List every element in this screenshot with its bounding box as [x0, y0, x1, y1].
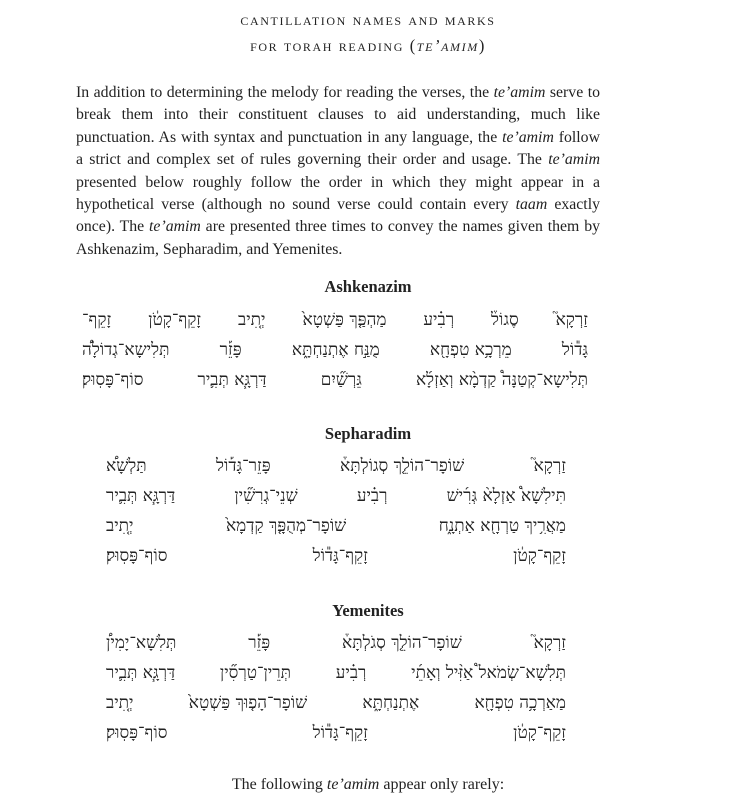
intro-italic: te’amim: [149, 218, 201, 236]
teamim-name: תְּרֵין־טַרְסִ֞ין: [219, 663, 291, 683]
intro-text: exactly once). The: [76, 196, 600, 236]
hebrew-line: [82, 365, 588, 395]
intro-text: presented below roughly follow the order in which they might appear in a hypothetical verse (although no sound verse could contain every: [76, 173, 600, 214]
hebrew-line: [82, 335, 588, 365]
page-title-line-1: cantillation names and marks: [240, 10, 496, 29]
intro-italic: te’amim: [493, 84, 546, 101]
title-suffix: ): [478, 36, 486, 55]
teamim-name: זָקֵף־גָּד֕וֹל: [312, 546, 368, 566]
intro-text: In addition to determining the melody for reading the verses, the: [76, 84, 494, 101]
teamim-name: זָקֵף־קָטֹ֔ן: [513, 723, 566, 743]
teamim-name: סֶגוֹל֒: [491, 310, 519, 330]
teamim-name: זָקֵף־קָטֹ֔ן: [513, 546, 566, 566]
footer-suffix: appear only rarely:: [379, 776, 505, 793]
teamim-name: זַרְקָא֮: [533, 456, 566, 476]
teamim-name: תְּלִשָׁא־יָמִין֠: [106, 633, 177, 653]
teamim-name: זָקֵף־: [82, 310, 112, 330]
teamim-name: מֻנַּ֣ח אֶתְנַחְתָּ֑א: [291, 340, 380, 360]
intro-text: follow a strict and complex set of rules governing their order and usage. The: [76, 128, 600, 169]
teamim-name: תְּלִישָא־קְטַנָּה֩ קַדְמָ֨א וְאַזְלָ֜א: [415, 370, 588, 390]
teamim-name: סוֹף־פָּסֽוּק׃: [106, 723, 168, 743]
teamim-name: זַרְקָא֮: [533, 633, 566, 653]
teamim-name: תַּלְשָׁא֠: [106, 456, 147, 476]
teamim-name: יְתִ֚יב: [238, 310, 266, 330]
hebrew-block-ashkenazim: [82, 305, 588, 395]
teamim-name: שׁוֹפָר־הוֹלֵ֤ךְ סְגֹלְתָּא֒: [342, 633, 462, 653]
hebrew-line: [106, 451, 566, 481]
teamim-name: פָּזֵר־גָּד֡וֹל: [216, 456, 271, 476]
intro-italic: taam: [515, 196, 548, 214]
teamim-name: גָּד֕וֹל: [561, 340, 588, 360]
teamim-name: שׁוֹפָר־הָפ֤וּךְ פַּשְׁטָא֙: [188, 693, 308, 713]
teamim-name: רְבִ֗יע: [423, 310, 455, 330]
teamim-name: סוֹף־פָּסֽוּק׃: [106, 546, 168, 566]
hebrew-line: [106, 541, 566, 571]
teamim-name: דַּרְגָּ֧א תְּבִ֛יר: [106, 663, 176, 683]
intro-paragraph: [76, 82, 600, 261]
hebrew-line: [106, 628, 566, 658]
teamim-name: סוֹף־פָּסֽוּק׃: [82, 370, 144, 390]
footer-line: [0, 776, 736, 794]
hebrew-line: [106, 481, 566, 511]
teamim-name: רְבִ֗יע: [335, 663, 367, 683]
section-heading-ashkenazim: Ashkenazim: [324, 277, 412, 296]
teamim-name: מַאַרְכָ֥ה טִפְחָ֖א: [474, 693, 566, 713]
teamim-name: תִּילִשָׁא֩ אַזְלָא֨ גְּרִ֜ישׁ: [446, 486, 566, 506]
section-heading-yemenites: Yemenites: [332, 601, 404, 620]
intro-text: are presented three times to convey the names given them by Ashkenazim, Sepharadim, and Yemenites.: [76, 218, 600, 258]
teamim-name: אֶתְנַחְתָּ֑א: [362, 693, 420, 713]
teamim-name: רְבִ֗יע: [356, 486, 388, 506]
intro-text: serve to break them into their constituent clauses to aid understanding, much like punctuation. As with syntax and punctuation in any language, the: [76, 84, 601, 146]
teamim-name: שׁוֹפָר־מְהֻפָּ֤ךְ קַדְמָא֙: [225, 516, 347, 536]
teamim-name: מַאֲרִ֥יךְ טַרְחָ֖א אַתְנָ֑ח: [438, 516, 566, 536]
title-italic-teamim: te’amim: [416, 36, 479, 55]
hebrew-line: [106, 688, 566, 718]
teamim-name: דַּרְגָּ֧א תְּבִ֛יר: [197, 370, 267, 390]
page-title-line-2: [0, 36, 736, 56]
hebrew-block-yemenites: [106, 628, 566, 748]
teamim-name: פָּזֵ֡ר: [248, 633, 271, 653]
title-prefix: for torah reading (: [250, 36, 417, 55]
teamim-name: זַרְקָא֮: [555, 310, 588, 330]
teamim-name: דַּרְגָּ֧א תְּבִ֛יר: [106, 486, 176, 506]
teamim-name: מֵרְכָ֥א טִפְחָ֖א: [429, 340, 512, 360]
teamim-name: פָּזֵ֡ר: [219, 340, 242, 360]
teamim-name: זָקֵף־גָּד֕וֹל: [312, 723, 368, 743]
teamim-name: תְּלִשָׁא־שְׂמֹאל֩ אַזִּ֨יל וְאָתֵ֜י: [411, 663, 566, 683]
teamim-name: יְתִ֚יב: [106, 693, 134, 713]
teamim-name: יְתִ֚יב: [106, 516, 134, 536]
teamim-name: שְׁנֵי־גְרִשִׁ֞ין: [234, 486, 298, 506]
teamim-name: תְּלִישָא־גְדוֹלָה֠: [82, 340, 170, 360]
section-heading-sepharadim: Sepharadim: [324, 424, 412, 443]
hebrew-block-sepharadim: [106, 451, 566, 571]
intro-italic: te’amim: [502, 128, 554, 146]
intro-italic: te’amim: [548, 151, 600, 169]
hebrew-line: [106, 658, 566, 688]
teamim-name: מַהְפַּ֤ךְ פַּשְׁטָא֙: [302, 310, 387, 330]
teamim-name: שׁוֹפָר־הוֹלֵ֤ךְ סְגוֹלְתָּא֒: [340, 456, 465, 476]
teamim-name: זָקֵף־קָטֹ֔ן: [148, 310, 202, 330]
footer-italic: te’amim: [326, 776, 380, 793]
footer-prefix: The following: [231, 776, 327, 793]
hebrew-line: [82, 305, 588, 335]
hebrew-line: [106, 718, 566, 748]
teamim-name: גֵּרְשַׁ֞יִם: [320, 370, 362, 390]
hebrew-line: [106, 511, 566, 541]
